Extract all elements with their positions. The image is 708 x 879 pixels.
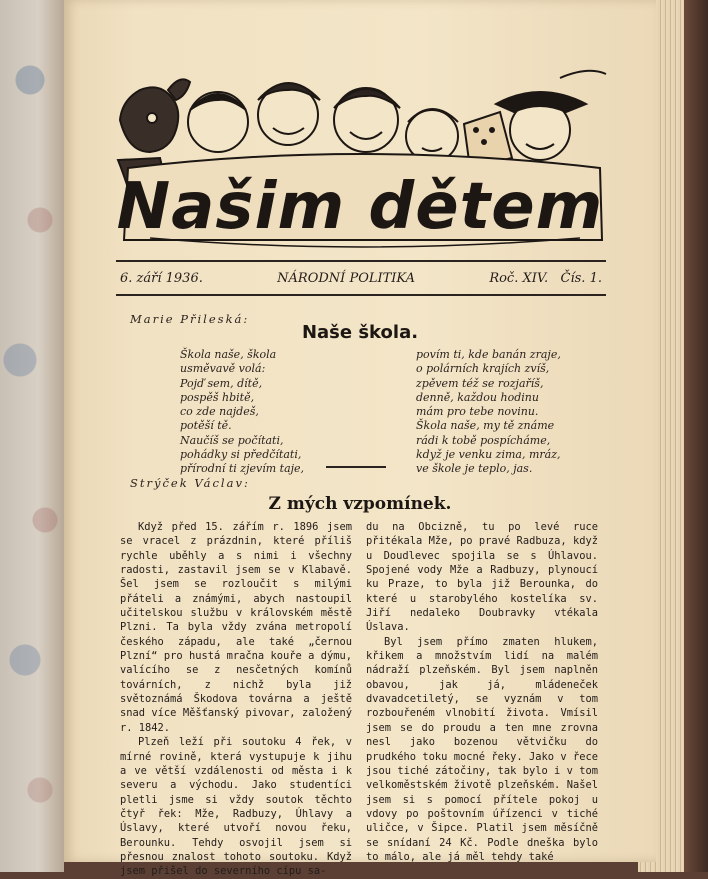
story-paragraph: Plzeň leží při soutoku 4 řek, v mírné rovině, která vystupuje k jihu a ve větší vzdálenosti od města i k severu a východu. Jako studentíci pletli jsme si vždy soutok těchto čtyř řek: Mže, Radbuzy, Úhlavy a Úslavy, které utvoří novou řeku, Berounku. Tehdy osvojil jsem si přesnou znalost tohoto soutoku. Když jsem přišel do severního cípu sa-: [120, 736, 352, 878]
poem-line: usměvavě volá:: [180, 362, 266, 376]
poem-line: rádi k tobě pospícháme,: [416, 433, 551, 447]
masthead-illustration: [110, 60, 610, 250]
story-paragraph: Byl jsem přímo zmaten hlukem, křikem a množstvím lidí na malém nádraží plzeňském. Byl jsem naplněn obavou, jak já, mládeneček dvavadcetiletý, se vyznám v tom rozbouřeném vlnobití života. Vmísil jsem se do proudu a ten mne zrovna nesl jako bozenou větvičku do prudkého toku mocné řeky. Jako v řece jsou tiché zátočiny, tak bylo i v tom velkoměstském životě plzeňském. Našel jsem si s pomocí přítele pokoj u vdovy po poštovním úřízenci v tiché uličce, v Šipce. Platil jsem měsíčně se snídaní 24 Kč. Podle dneška bylo to málo, ale já měl tehdy také: [366, 635, 598, 863]
poem-line: potěší tě.: [180, 419, 232, 433]
issue-bar: [116, 260, 606, 296]
poem-line: přírodní ti zjevím taje,: [180, 462, 305, 476]
poem-line: Naučíš se počítati,: [180, 433, 284, 447]
story-paragraph: Když před 15. zářím r. 1896 jsem se vracel z prázdnin, které příliš rychle uběhly a s nimi i všechny radosti, zastavil jsem se v Klabavě. Šel jsem se rozloučit s milými přáteli a známými, abych nastoupil učitelskou službu v královském městě Plzni. Ta byla vždy zvána metropolí českého západu, ale také „černou Plzní“ pro hustá mračna kouře a dýmu, valícího se z nesčetných komínů továrních, z nichž byla již světoznámá Škodova továrna a ještě snad více Měšťanský pivovar, založený r. 1842.: [120, 521, 352, 734]
poem-line: denně, každou hodinu: [416, 390, 539, 404]
book-binding: [0, 0, 64, 872]
story-author: Strýček Václav:: [130, 476, 250, 490]
story-column-2: [366, 520, 598, 864]
poem-line: ve škole je teplo, jas.: [416, 462, 533, 476]
story-column-1: [120, 520, 352, 879]
poem-line: Pojď sem, dítě,: [180, 376, 263, 390]
masthead: [110, 60, 610, 250]
poem-title: Naše škola.: [301, 322, 419, 343]
poem-right-column: [416, 348, 561, 477]
section-divider: [326, 466, 386, 468]
poem-line: pospěš hbitě,: [180, 390, 255, 404]
poem-line: co zde najdeš,: [180, 405, 259, 419]
poem-line: zpěvem též se rozjaříš,: [416, 376, 544, 390]
poem-line: mám pro tebe novinu.: [416, 405, 539, 419]
issue-volume: Roč. XIV.: [489, 270, 549, 286]
story-paragraph: du na Obcizně, tu po levé ruce přitékala Mže, po pravé Radbuza, když u Doudlevec spojila se s Úhlavou. Spojené vody Mže a Radbuzy, plynoucí ku Praze, to byla již Berounka, do které u starobylého kostelíka sv. Jiří nedaleko Doubravky vtékala Úslava.: [366, 521, 598, 634]
poem-line: o polárních krajích zvíš,: [416, 362, 550, 376]
issue-publisher: NÁRODNÍ POLITIKA: [277, 270, 415, 286]
issue-date: 6. září 1936.: [120, 270, 203, 286]
story-title: Z mých vzpomínek.: [268, 494, 452, 514]
poem-line: Škola naše, my tě známe: [416, 419, 555, 433]
poem-author: Marie Přileská:: [130, 312, 250, 326]
newspaper-page: [64, 0, 656, 878]
issue-volume-number: [489, 271, 602, 286]
poem-line: když je venku zima, mráz,: [416, 448, 561, 462]
masthead-title: Našim dětem: [116, 170, 604, 244]
poem-line: povím ti, kde banán zraje,: [416, 348, 561, 361]
poem-line: pohádky si předčítati,: [180, 448, 302, 462]
issue-number: Čís. 1.: [560, 270, 602, 286]
poem-line: Škola naše, škola: [180, 348, 277, 361]
poem-left-column: [180, 348, 304, 477]
